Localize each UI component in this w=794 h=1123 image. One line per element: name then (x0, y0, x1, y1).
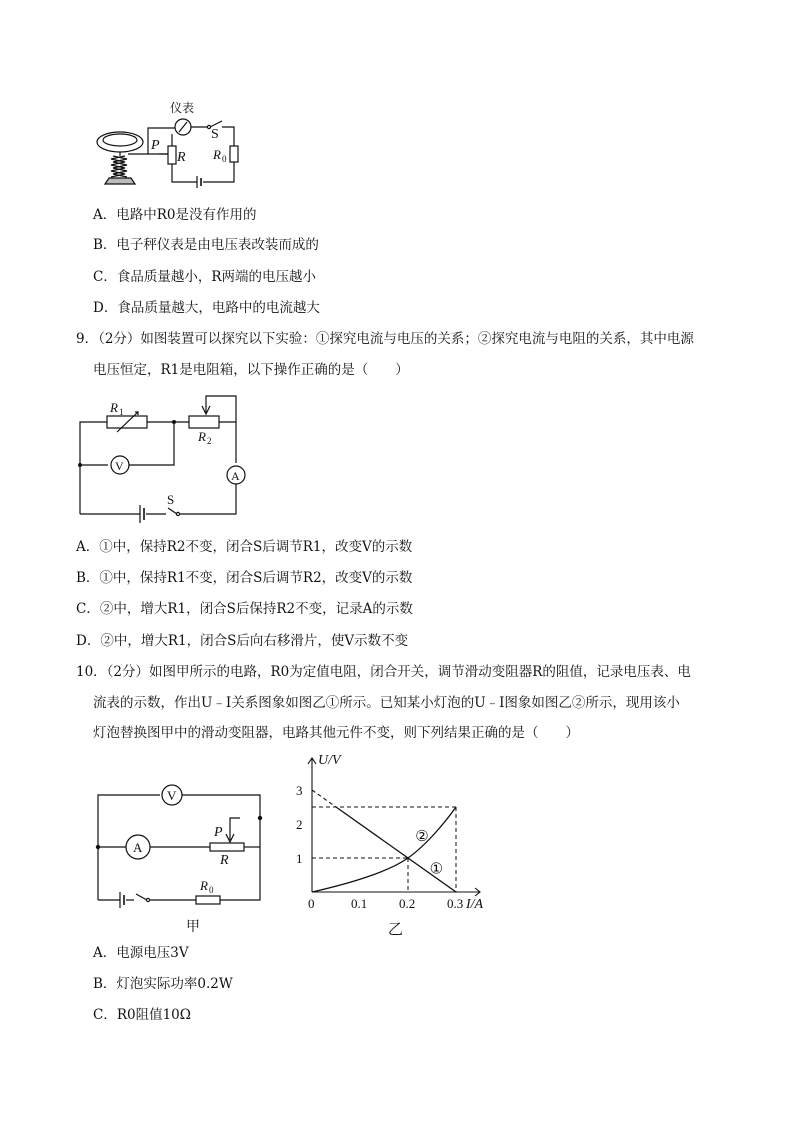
q8-option-c[interactable]: C．食品质量越小，R两端的电压越小 (93, 269, 316, 285)
series-1-line (336, 807, 456, 892)
ammeter-label: A (231, 469, 240, 483)
y-tick-label: 1 (296, 851, 303, 866)
r0-label: R (200, 878, 208, 893)
r1-label: R (110, 400, 118, 415)
q9-stem-line-2: 电压恒定，R1是电阻箱，以下操作正确的是（ ） (93, 362, 409, 378)
q10-circuit-jia (90, 780, 270, 938)
r0-label: R (213, 147, 221, 162)
series-1-label: ① (429, 861, 444, 878)
switch-label: S (211, 127, 219, 142)
y-tick-label: 3 (296, 783, 303, 798)
rheostat-r (168, 146, 176, 164)
r0-resistor (230, 146, 238, 162)
q10-stem-line-2: 流表的示数，作出U﹣I关系图象如图乙①所示。已知某小灯泡的U﹣I图象如图乙②所示，现用该小 (93, 695, 680, 711)
q10-option-c[interactable]: C．R0阻值10Ω (93, 1007, 191, 1023)
q10-stem-line-1: 10．（2分）如图甲所示的电路，R0为定值电阻，闭合开关，调节滑动变阻器R的阻值，记录电压表、电 (76, 664, 691, 680)
y-axis-label: U/V (318, 753, 341, 768)
x-axis-label: I/A (466, 897, 484, 912)
rheostat-label: R (220, 853, 229, 868)
x-tick-label: 0 (308, 896, 315, 911)
voltmeter-label: V (167, 788, 177, 803)
q10-ui-chart (290, 748, 500, 940)
q10-stem-line-3: 灯泡替换图甲中的滑动变阻器，电路其他元件不变，则下列结果正确的是（ ） (93, 725, 579, 741)
scale-base (105, 178, 135, 184)
r0-resistor (196, 896, 220, 904)
q9-option-d[interactable]: D．②中，增大R1，闭合S后向右移滑片，使V示数不变 (76, 633, 409, 649)
q9-circuit-figure (70, 392, 250, 524)
series-2-curve (312, 807, 456, 892)
q10-option-b[interactable]: B．灯泡实际功率0.2W (93, 976, 233, 992)
ammeter-label: A (133, 840, 143, 855)
figure-caption-jia: 甲 (186, 920, 200, 935)
r2-rheostat (189, 416, 219, 428)
q8-option-b[interactable]: B．电子秤仪表是由电压表改装而成的 (93, 237, 319, 253)
series-2-label: ② (415, 829, 429, 845)
figure-caption-yi: 乙 (388, 922, 404, 938)
slider-label: P (214, 825, 223, 840)
q9-option-c[interactable]: C．②中，增大R1，闭合S后保持R2不变，记录A的示数 (76, 601, 413, 617)
q9-stem-line-1: 9．（2分）如图装置可以探究以下实验：①探究电流与电压的关系；②探究电流与电阻的关系，其中电源 (76, 331, 694, 347)
switch-label: S (167, 492, 175, 507)
x-tick-label: 0.1 (351, 896, 368, 911)
series-1-dashed-segment (312, 790, 336, 807)
x-tick-label: 0.2 (399, 896, 416, 911)
q8-option-d[interactable]: D．食品质量越大，电路中的电流越大 (93, 300, 320, 316)
rheostat-r (210, 843, 244, 851)
q9-option-b[interactable]: B．①中，保持R1不变，闭合S后调节R2，改变V的示数 (76, 570, 413, 586)
y-tick-label: 2 (296, 817, 303, 832)
x-tick-label: 0.3 (447, 896, 464, 911)
q9-option-a[interactable]: A．①中，保持R2不变，闭合S后调节R1，改变V的示数 (76, 539, 413, 555)
r0-subscript: 0 (209, 885, 214, 895)
meter-label: 仪表 (170, 101, 195, 115)
r0-subscript: 0 (222, 154, 227, 164)
r2-label: R (198, 429, 206, 444)
resistor-label: R (177, 150, 186, 165)
slider-label: P (151, 138, 160, 153)
r2-subscript: 2 (207, 436, 212, 446)
q10-option-a[interactable]: A．电源电压3V (93, 945, 189, 961)
q8-option-a[interactable]: A．电路中R0是没有作用的 (93, 207, 257, 223)
q8-circuit-figure (95, 98, 245, 190)
r1-subscript: 1 (119, 407, 124, 417)
voltmeter-label: V (115, 459, 124, 473)
